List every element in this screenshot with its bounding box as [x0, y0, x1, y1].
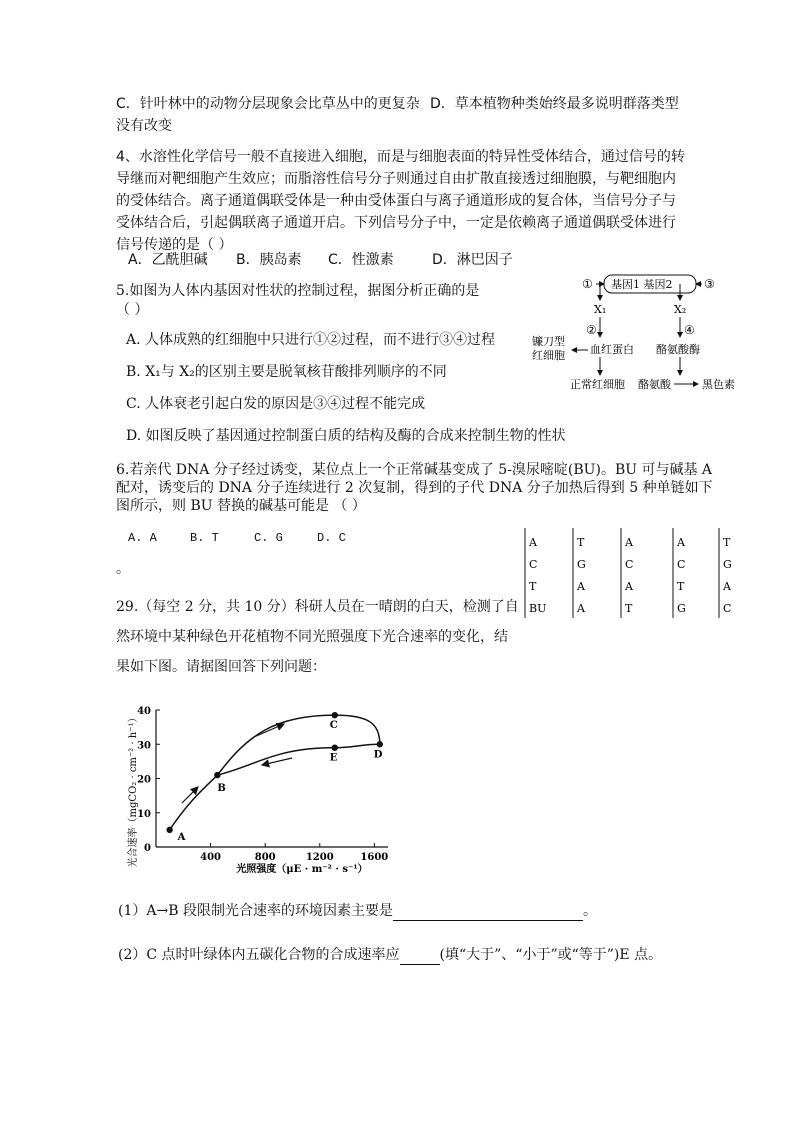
- q5-option-d: D. 如图反映了基因通过控制蛋白质的结构及酶的合成来控制生物的性状: [126, 428, 566, 444]
- circle-2-label: ②: [586, 323, 597, 337]
- strand-1-base-4: BU: [529, 602, 547, 615]
- q6-option-d: D. C: [317, 531, 346, 545]
- circle-4-label: ④: [684, 323, 695, 337]
- strand-5-base-1: T: [723, 536, 731, 549]
- q4-option-b: B．胰岛素: [236, 252, 302, 268]
- gene-control-diagram: [530, 272, 750, 394]
- point-B: [214, 772, 220, 778]
- q4-option-c: C．性激素: [328, 252, 394, 268]
- curve-increasing-light: [170, 715, 380, 830]
- q29-sub2-text: (2）C 点时叶绿体内五碳化合物的合成速率应: [118, 947, 400, 963]
- y-axis-label: 光合速率（mgCO₂ · cm⁻² · h⁻¹）: [128, 712, 139, 868]
- circle-3-label: ③: [704, 277, 715, 291]
- strand-5-base-4: C: [723, 602, 732, 615]
- sickle-cell-label-2: 红细胞: [532, 349, 565, 362]
- point-D: [377, 741, 383, 747]
- strand-1-base-3: T: [529, 580, 537, 593]
- q6-option-a: A. A: [128, 531, 157, 545]
- x1-label: X₁: [594, 303, 607, 316]
- strand-2-base-3: A: [577, 580, 585, 593]
- q29-sub2-end: (填“大于”、“小于”或“等于”)E 点。: [439, 947, 663, 963]
- point-label-B: B: [217, 783, 226, 795]
- tyrosinase-label: 酪氨酸酶: [656, 343, 700, 356]
- strand-1: [525, 528, 546, 618]
- q6-line-1: 6.若亲代 DNA 分子经过诱变，某位点上一个正常碱基变成了 5-溴尿嘧啶(BU)。BU 可与碱基 A: [116, 462, 713, 478]
- q4-line-2: 导继而对靶细胞产生效应；而脂溶性信号分子则通过自由扩散直接透过细胞膜，与靶细胞内: [116, 171, 676, 187]
- q5-option-c: C. 人体衰老引起白发的原因是③④过程不能完成: [126, 396, 426, 412]
- strand-2: [573, 528, 586, 618]
- normal-rbc-label: 正常红细胞: [570, 378, 625, 391]
- q4-line-5: 信号传递的是（ ）: [116, 237, 233, 253]
- gene-label: 基因1 基因2: [611, 278, 673, 291]
- tyrosine-label: 酪氨酸: [638, 378, 671, 391]
- arrow-up-1: [182, 787, 198, 803]
- strand-4-base-3: T: [677, 580, 685, 593]
- x2-label: X₂: [674, 303, 687, 316]
- q6-option-b: B. T: [190, 531, 219, 545]
- y-tick-label: 20: [137, 774, 151, 786]
- q29-sub1-blank[interactable]: [393, 906, 583, 921]
- curve-decreasing-light: [217, 744, 379, 775]
- q4-option-a: A．乙酰胆碱: [128, 252, 208, 268]
- q6-option-c: C. G: [254, 531, 283, 545]
- q29-sub2: [118, 945, 662, 965]
- y-tick-label: 30: [137, 740, 151, 752]
- point-label-E: E: [329, 752, 338, 764]
- strand-5-base-2: G: [723, 558, 732, 571]
- x-axis-label: 光照强度（μE · m⁻² · s⁻¹）: [236, 864, 368, 875]
- q29-sub1: [118, 901, 597, 921]
- strand-3-base-2: C: [625, 558, 634, 571]
- q29-line-2: 然环境中某种绿色开花植物不同光照强度下光合速率的变化，结: [116, 629, 508, 645]
- q5-paren: （ ）: [116, 302, 149, 318]
- q4-line-1: 4、水溶性化学信号一般不直接进入细胞，而是与细胞表面的特异性受体结合，通过信号的转: [116, 149, 685, 165]
- q6-trailing-mark: 。: [116, 561, 130, 577]
- strand-3-base-4: T: [625, 602, 633, 615]
- q5-option-b: B. X₁与 X₂的区别主要是脱氧核苷酸排列顺序的不同: [126, 364, 447, 380]
- q4-line-4: 受体结合后，引起偶联离子通道开启。下列信号分子中，一定是依赖离子通道偶联受体进行: [116, 215, 676, 231]
- strand-3-base-1: A: [625, 536, 633, 549]
- strand-5-base-3: A: [723, 580, 731, 593]
- q6-line-3: 图所示，则 BU 替换的碱基可能是 （ ）: [116, 498, 366, 514]
- q4-line-3: 的受体结合。离子通道偶联受体是一种由受体蛋白与离子通道形成的复合体，当信号分子与: [116, 193, 676, 209]
- point-label-A: A: [177, 831, 186, 843]
- circle-1-label: ①: [582, 277, 593, 291]
- dna-strands: [515, 528, 755, 624]
- q6-line-2: 配对，诱变后的 DNA 分子连续进行 2 次复制，得到的子代 DNA 分子加热后得到 5 种单链如下: [116, 480, 713, 496]
- point-E: [332, 744, 338, 750]
- q29-sub1-text: (1）A→B 段限制光合速率的环境因素主要是: [118, 903, 393, 919]
- strand-4: [673, 528, 686, 618]
- strand-2-base-2: G: [577, 558, 586, 571]
- q5-option-a: A. 人体成熟的红细胞中只进行①②过程，而不进行③④过程: [126, 332, 496, 348]
- strand-3: [621, 528, 634, 618]
- strand-2-base-1: T: [577, 536, 585, 549]
- hemoglobin-label: 血红蛋白: [590, 343, 634, 356]
- strand-4-base-4: G: [677, 602, 686, 615]
- strand-3-base-3: A: [625, 580, 633, 593]
- photosynthesis-chart: [112, 700, 402, 880]
- q3-option-c-text: C．针叶林中的动物分层现象会比草丛中的更复杂: [116, 96, 420, 112]
- q3-option-d-cont: 没有改变: [116, 118, 172, 134]
- sickle-cell-label-1: 镰刀型: [532, 335, 565, 348]
- strand-1-base-2: C: [529, 558, 538, 571]
- arrow-up-2: [254, 724, 284, 737]
- point-C: [332, 712, 338, 718]
- y-tick-label: 0: [144, 843, 151, 854]
- q29-line-1: 29.（每空 2 分，共 10 分）科研人员在一晴朗的白天，检测了自: [116, 599, 519, 615]
- y-tick-label: 10: [137, 808, 151, 820]
- q29-sub1-end: 。: [582, 903, 597, 919]
- x-tick-label: 800: [254, 852, 276, 863]
- strand-4-base-2: C: [677, 558, 686, 571]
- q3-option-d-text: D．草本植物种类始终最多说明群落类型: [430, 96, 679, 112]
- point-label-D: D: [373, 749, 383, 761]
- q29-sub2-blank[interactable]: [400, 950, 440, 965]
- q4-option-d: D．淋巴因子: [432, 252, 513, 268]
- strand-4-base-1: A: [677, 536, 685, 549]
- point-label-C: C: [329, 720, 338, 732]
- strand-1-base-1: A: [529, 536, 537, 549]
- x-tick-label: 400: [200, 852, 222, 863]
- melanin-label: 黑色素: [702, 378, 735, 391]
- x-tick-label: 1600: [360, 852, 389, 863]
- x-tick-label: 1200: [305, 852, 334, 863]
- q3-option-d: [430, 94, 679, 114]
- q29-line-3: 果如下图。请据图回答下列问题：: [116, 659, 326, 675]
- q3-option-c: [116, 94, 420, 114]
- point-A: [166, 827, 172, 833]
- y-tick-label: 40: [137, 706, 151, 717]
- strand-5: [719, 528, 732, 618]
- strand-2-base-4: A: [577, 602, 585, 615]
- q5-stem: 5.如图为人体内基因对性状的控制过程，据图分析正确的是: [116, 283, 480, 299]
